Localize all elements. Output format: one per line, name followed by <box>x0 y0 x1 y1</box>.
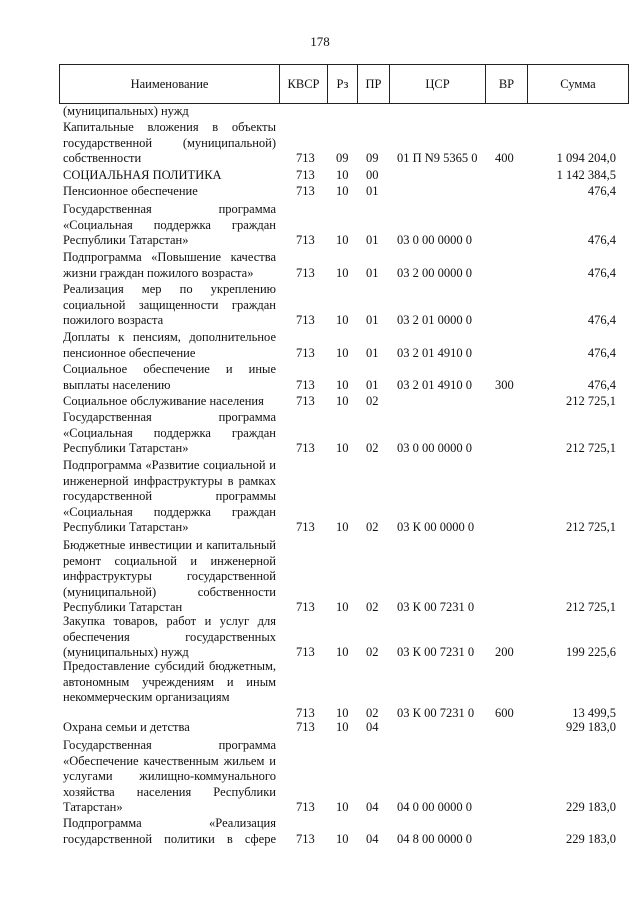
row-csr: 03 2 01 4910 0 <box>397 377 472 392</box>
table-row <box>0 362 640 393</box>
row-kvsr: 713 <box>296 151 315 165</box>
row-csr: 03 К 00 7231 0 <box>397 705 475 720</box>
row-pr: 01 <box>366 377 379 392</box>
row-pr: 01 <box>366 184 379 198</box>
row-name: Подпрограмма «Реализация государственной политики в сфере <box>63 816 276 846</box>
row-rz: 09 <box>336 151 349 165</box>
row-kvsr: 713 <box>296 168 315 182</box>
row-pr: 00 <box>366 168 379 182</box>
row-sum: 476,4 <box>587 265 616 280</box>
table-row <box>0 202 640 249</box>
row-rz: 10 <box>336 520 349 534</box>
row-sum: 1 142 384,5 <box>556 168 616 182</box>
row-kvsr: 713 <box>296 720 315 734</box>
table-row <box>0 659 640 721</box>
row-kvsr: 713 <box>296 345 315 360</box>
row-csr: 04 0 00 0000 0 <box>397 800 472 814</box>
row-rz: 10 <box>336 831 349 846</box>
row-csr: 03 К 00 7231 0 <box>397 600 475 614</box>
page-number: 178 <box>310 34 330 49</box>
row-sum: 476,4 <box>587 233 616 247</box>
table-row <box>0 184 640 200</box>
row-csr: 03 2 01 4910 0 <box>397 345 472 360</box>
row-name: Социальное обслуживание населения <box>63 394 264 408</box>
row-sum: 476,4 <box>587 377 616 392</box>
row-csr: 03 К 00 7231 0 <box>397 645 475 659</box>
row-kvsr: 713 <box>296 377 315 392</box>
header-vr: ВР <box>486 65 528 103</box>
row-rz: 10 <box>336 168 349 182</box>
row-pr: 01 <box>366 233 379 247</box>
row-csr: 03 2 01 0000 0 <box>397 313 472 327</box>
row-rz: 10 <box>336 313 349 327</box>
row-name: Охрана семьи и детства <box>63 720 190 734</box>
row-vr: 600 <box>495 705 514 720</box>
row-sum: 212 725,1 <box>566 520 616 534</box>
row-name: Подпрограмма «Развитие социальной и инженерной инфраструктуры в рамках государственной программы «Социальная поддержка граждан Республики Татарстан» <box>63 458 276 534</box>
header-name: Наименование <box>60 65 280 103</box>
row-pr: 01 <box>366 265 379 280</box>
row-kvsr: 713 <box>296 394 315 408</box>
row-sum: 929 183,0 <box>566 720 616 734</box>
row-sum: 1 094 204,0 <box>556 151 616 165</box>
table-row <box>0 458 640 536</box>
row-name: Государственная программа «Социальная поддержка граждан Республики Татарстан» <box>63 410 276 455</box>
row-csr: 03 2 00 0000 0 <box>397 265 472 280</box>
header-csr: ЦСР <box>390 65 486 103</box>
row-vr: 200 <box>495 645 514 659</box>
table-row <box>0 394 640 410</box>
row-vr: 400 <box>495 151 514 165</box>
row-name: Пенсионное обеспечение <box>63 184 198 198</box>
row-name: (муниципальных) нужд <box>63 104 189 118</box>
row-pr: 02 <box>366 441 379 455</box>
row-name: Капитальные вложения в объекты государственной (муниципальной) собственности <box>63 120 276 165</box>
row-rz: 10 <box>336 720 349 734</box>
row-kvsr: 713 <box>296 705 315 720</box>
row-sum: 476,4 <box>587 345 616 360</box>
row-rz: 10 <box>336 233 349 247</box>
table-row <box>0 410 640 457</box>
row-csr: 04 8 00 0000 0 <box>397 831 472 846</box>
row-vr: 300 <box>495 377 514 392</box>
table-row <box>0 816 640 847</box>
row-pr: 02 <box>366 645 379 659</box>
row-name: Подпрограмма «Повышение качества жизни граждан пожилого возраста» <box>63 250 276 280</box>
row-rz: 10 <box>336 705 349 720</box>
row-csr: 01 П N9 5365 0 <box>397 151 478 165</box>
row-pr: 01 <box>366 313 379 327</box>
table-row <box>0 282 640 329</box>
row-kvsr: 713 <box>296 831 315 846</box>
table-row <box>0 168 640 184</box>
row-rz: 10 <box>336 345 349 360</box>
row-sum: 212 725,1 <box>566 600 616 614</box>
row-sum: 229 183,0 <box>566 831 616 846</box>
row-sum: 13 499,5 <box>572 705 616 720</box>
row-rz: 10 <box>336 600 349 614</box>
row-kvsr: 713 <box>296 233 315 247</box>
row-rz: 10 <box>336 377 349 392</box>
table-row <box>0 330 640 361</box>
header-sum: Сумма <box>560 77 596 91</box>
table-row <box>0 120 640 167</box>
row-kvsr: 713 <box>296 313 315 327</box>
row-pr: 09 <box>366 151 379 165</box>
row-kvsr: 713 <box>296 800 315 814</box>
row-kvsr: 713 <box>296 441 315 455</box>
row-sum: 229 183,0 <box>566 800 616 814</box>
row-name: Предоставление субсидий бюджетным, автономным учреждениям и иным некоммерческим организациям <box>63 659 276 704</box>
header-kvsr: КВСР <box>280 65 328 103</box>
table-header <box>59 64 629 104</box>
table-row <box>0 614 640 661</box>
row-sum: 212 725,1 <box>566 441 616 455</box>
row-name: Реализация мер по укреплению социальной защищенности граждан пожилого возраста <box>63 282 276 327</box>
header-rz: Рз <box>328 65 358 103</box>
header-pr: ПР <box>358 65 390 103</box>
table-row <box>0 250 640 281</box>
row-sum: 476,4 <box>587 313 616 327</box>
row-rz: 10 <box>336 394 349 408</box>
row-kvsr: 713 <box>296 645 315 659</box>
row-name: Социальное обеспечение и иные выплаты населению <box>63 362 276 392</box>
row-name: Бюджетные инвестиции и капитальный ремонт социальной и инженерной инфраструктуры государственной (муниципальной) собственности Республики Татарстан <box>63 538 276 614</box>
table-row <box>0 538 640 616</box>
row-csr: 03 0 00 0000 0 <box>397 233 472 247</box>
table-row <box>0 104 640 120</box>
row-kvsr: 713 <box>296 265 315 280</box>
row-rz: 10 <box>336 645 349 659</box>
row-name: Государственная программа «Социальная поддержка граждан Республики Татарстан» <box>63 202 276 247</box>
row-kvsr: 713 <box>296 520 315 534</box>
row-csr: 03 К 00 0000 0 <box>397 520 475 534</box>
table-row <box>0 738 640 816</box>
row-kvsr: 713 <box>296 600 315 614</box>
row-pr: 04 <box>366 831 379 846</box>
row-sum: 212 725,1 <box>566 394 616 408</box>
row-name: Доплаты к пенсиям, дополнительное пенсионное обеспечение <box>63 330 276 360</box>
row-pr: 04 <box>366 720 379 734</box>
row-name: Государственная программа «Обеспечение качественным жильем и услугами жилищно-коммунального хозяйства населения Республики Татарстан» <box>63 738 276 814</box>
row-rz: 10 <box>336 800 349 814</box>
row-pr: 01 <box>366 345 379 360</box>
row-rz: 10 <box>336 441 349 455</box>
row-kvsr: 713 <box>296 184 315 198</box>
row-sum: 199 225,6 <box>566 645 616 659</box>
row-csr: 03 0 00 0000 0 <box>397 441 472 455</box>
row-name: СОЦИАЛЬНАЯ ПОЛИТИКА <box>63 168 222 182</box>
row-sum: 476,4 <box>587 184 616 198</box>
row-pr: 02 <box>366 520 379 534</box>
row-pr: 02 <box>366 600 379 614</box>
row-pr: 02 <box>366 705 379 720</box>
row-rz: 10 <box>336 184 349 198</box>
row-rz: 10 <box>336 265 349 280</box>
row-pr: 04 <box>366 800 379 814</box>
row-name: Закупка товаров, работ и услуг для обеспечения государственных (муниципальных) нужд <box>63 614 276 659</box>
table-row <box>0 720 640 736</box>
row-pr: 02 <box>366 394 379 408</box>
